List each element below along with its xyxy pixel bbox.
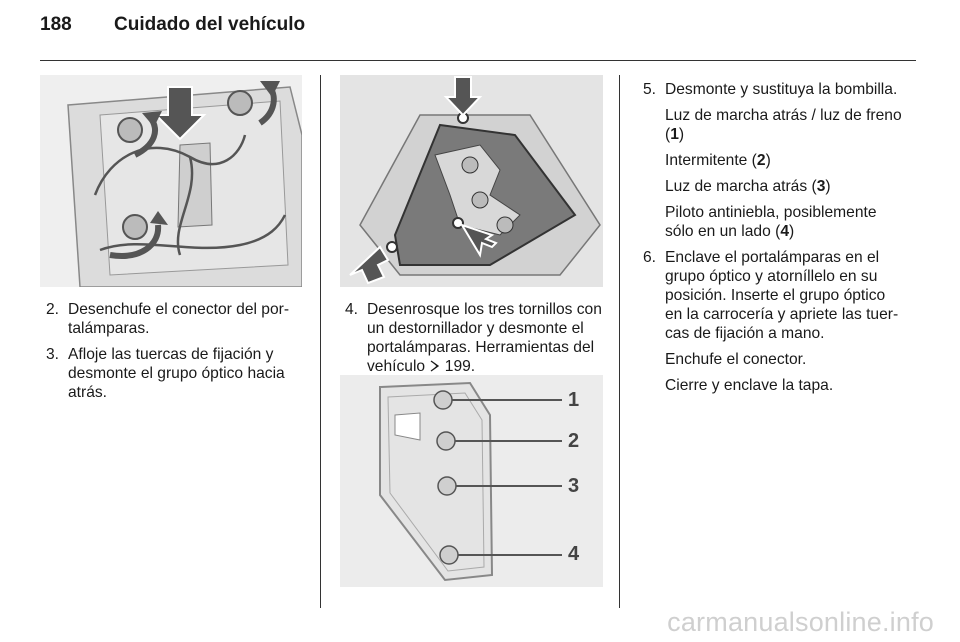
step-number: 2.	[46, 301, 60, 318]
page-reference-icon	[429, 360, 440, 372]
step-text: Desenrosque los tres tornillos con un destornillador y desmonte el portalámparas. Herramientas del vehículo	[367, 301, 602, 375]
callout-1: 1	[568, 389, 580, 411]
step-text: Enclave el portalámparas en el grupo óptico y atorníllelo en su posición. Inserte el grupo óptico en la carrocería y apriete las tuer‐ cas de fijación a mano.	[665, 249, 899, 342]
watermark: carmanualsonline.info	[667, 607, 934, 637]
tail-lamp-harness-illustration	[40, 75, 302, 287]
step-number: 5.	[643, 81, 657, 98]
middle-column-text	[345, 300, 607, 383]
column-divider	[619, 75, 620, 608]
step-5	[643, 80, 905, 99]
bulb-item: Intermitente (2)	[665, 152, 771, 169]
step-6	[643, 248, 905, 343]
note-connector: Enchufe el conector.	[665, 351, 807, 368]
page-reference[interactable]: 199.	[444, 358, 476, 375]
callout-2: 2	[568, 430, 580, 452]
callout-4: 4	[568, 543, 580, 565]
step-text: Desmonte y sustituya la bombilla.	[665, 81, 898, 98]
step-text: Afloje las tuercas de fijación y desmonte el grupo óptico hacia atrás.	[68, 346, 285, 401]
step-4	[345, 300, 607, 376]
callout-3: 3	[568, 475, 580, 497]
column-divider	[320, 75, 321, 608]
header-rule	[40, 60, 916, 61]
step-2	[46, 300, 308, 338]
bulb-positions-diagram	[340, 375, 603, 587]
bulb-item: Luz de marcha atrás / luz de freno (1)	[665, 107, 902, 143]
note-close-cover: Cierre y enclave la tapa.	[665, 377, 834, 394]
step-number: 6.	[643, 249, 657, 266]
step-number: 4.	[345, 301, 359, 318]
right-column-text	[643, 80, 905, 402]
lamp-holder-screws-illustration	[340, 75, 603, 287]
step-number: 3.	[46, 346, 60, 363]
step-text: Desenchufe el conector del por‐ talámparas.	[68, 301, 290, 337]
step-3	[46, 345, 308, 402]
page-header	[40, 14, 305, 36]
page-title: Cuidado del vehículo	[114, 14, 306, 35]
bulb-item: Luz de marcha atrás (3)	[665, 178, 831, 195]
page-number: 188	[40, 14, 72, 35]
left-column-text	[46, 300, 308, 409]
bulb-item: Piloto antiniebla, posiblemente sólo en un lado (4)	[665, 204, 877, 240]
